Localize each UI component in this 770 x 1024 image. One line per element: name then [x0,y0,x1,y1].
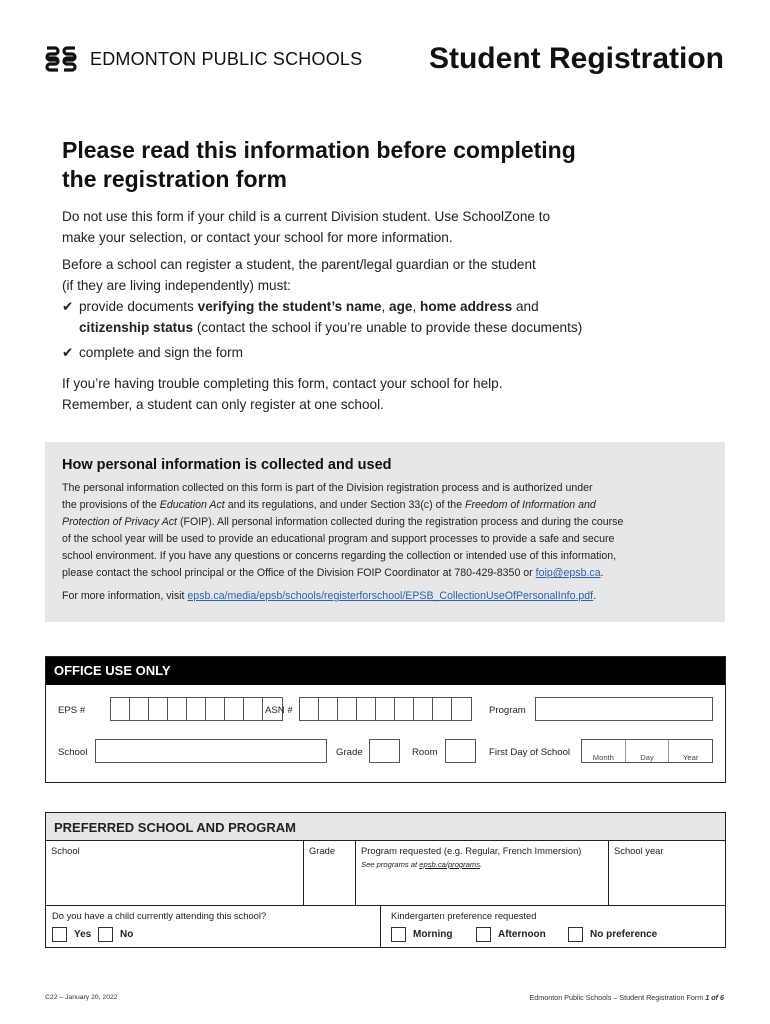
req-text: and [512,299,539,314]
privacy-info-box [45,442,725,622]
first-day-date-input[interactable] [581,739,713,763]
para2-line1: Before a school can register a student, the parent/legal guardian or the student [62,257,536,272]
document-title: Student Registration [428,42,724,75]
privacy-line: . [600,567,604,579]
preferred-options-row [46,906,725,947]
checkmark-icon: ✔ [62,299,74,314]
more-info-text: . [593,590,597,602]
para2-line2: (if they are living independently) must: [62,278,291,293]
school-col-label: School [51,845,80,856]
intro-heading-line2: the registration form [62,166,287,192]
office-use-section [45,656,726,783]
privacy-line: The personal information collected on this form is part of the Division registration process and is authorized under [62,482,593,494]
school-input[interactable] [95,739,327,763]
preferred-school-field[interactable] [46,841,304,906]
no-checkbox[interactable] [98,927,113,942]
collection-use-pdf-link[interactable]: epsb.ca/media/epsb/schools/registerforschool/EPSB_CollectionUseOfPersonalInfo.pdf [187,590,594,602]
footer-form-name: Edmonton Public Schools – Student Registration Form [529,993,706,1002]
para3-line1: If you’re having trouble completing this form, contact your school for help. [62,376,503,391]
school-year-field[interactable] [609,841,725,906]
morning-label: Morning [413,929,453,940]
privacy-italic: Freedom of Information and [465,499,596,511]
kindergarten-question: Kindergarten preference requested [391,910,537,921]
kinder-afternoon-option[interactable] [476,927,546,942]
no-preference-checkbox[interactable] [568,927,583,942]
intro-paragraph-3 [62,373,702,415]
grade-input[interactable] [369,739,400,763]
preferred-school-section [45,812,726,948]
req-sep: , [381,299,390,314]
footer-form-code: C22 – January 20, 2022 [45,994,118,1001]
sibling-yes-option[interactable] [52,927,91,942]
org-name: EDMONTON PUBLIC SCHOOLS [90,48,363,69]
eps-logo-icon [44,44,78,74]
requirement-sign-text: complete and sign the form [79,345,243,360]
program-col-label: Program requested (e.g. Regular, French Immersion) [361,845,582,856]
req-bold-age: age [389,299,413,314]
para1-line1: Do not use this form if your child is a current Division student. Use SchoolZone to [62,209,551,224]
programs-link[interactable]: epsb.ca/programs [419,860,481,869]
more-info-text: For more information, visit [62,590,188,602]
req-sep: , [412,299,421,314]
kinder-morning-option[interactable] [391,927,452,942]
no-preference-label: No preference [590,929,658,940]
foip-email-link[interactable]: foip@epsb.ca [535,567,601,579]
org-logo [44,44,362,74]
first-day-label: First Day of School [489,747,571,758]
privacy-line: the provisions of the [62,499,160,511]
privacy-line: please contact the school principal or the Office of the Division FOIP Coordinator at 780-429-8350 or [62,567,536,579]
grade-label: Grade [336,747,363,758]
yes-checkbox[interactable] [52,927,67,942]
intro-paragraph-1 [62,206,702,248]
program-note [361,860,603,869]
program-note-text: . [480,860,483,869]
kinder-no-preference-option[interactable] [568,927,657,942]
day-field[interactable]: Day [626,740,670,762]
eps-number-input[interactable] [110,697,283,721]
month-field[interactable]: Month [582,740,626,762]
page-number: 1 of 6 [705,993,724,1002]
privacy-line: school environment. If you have any questions or concerns regarding the collection or intended use of this information, [62,550,617,562]
preferred-grade-field[interactable] [304,841,356,906]
program-note-text: See programs at [361,860,420,869]
eps-label: EPS # [58,705,86,716]
room-input[interactable] [445,739,476,763]
school-label: School [58,747,88,758]
req-bold-name: verifying the student’s name [197,299,382,314]
program-label: Program [489,705,526,716]
checkmark-icon: ✔ [62,345,74,360]
privacy-line: (FOIP). All personal information collected during the registration process and during the course [177,516,624,528]
asn-number-input[interactable] [299,697,472,721]
office-use-heading: OFFICE USE ONLY [46,657,725,685]
more-info-line [62,588,708,605]
intro-section [62,136,702,415]
afternoon-label: Afternoon [498,929,546,940]
morning-checkbox[interactable] [391,927,406,942]
privacy-line: and its regulations, and under Section 33(c) of the [224,499,466,511]
yes-label: Yes [74,929,92,940]
requirement-item-documents [62,296,702,338]
year-field[interactable]: Year [683,753,699,762]
grade-col-label: Grade [309,845,336,856]
req-bold-address: home address [420,299,513,314]
program-requested-field[interactable] [356,841,609,906]
room-label: Room [412,747,438,758]
sibling-no-option[interactable] [98,927,133,942]
privacy-italic: Protection of Privacy Act [62,516,178,528]
preferred-school-heading: PREFERRED SCHOOL AND PROGRAM [46,813,725,841]
program-input[interactable] [535,697,713,721]
para3-line2: Remember, a student can only register at one school. [62,397,384,412]
afternoon-checkbox[interactable] [476,927,491,942]
asn-label: ASN # [265,705,293,716]
req-bold-citizenship: citizenship status [79,320,194,335]
footer-page-info [529,993,724,1002]
preferred-school-row [46,841,725,906]
intro-heading [62,136,702,194]
para1-line2: make your selection, or contact your school for more information. [62,230,453,245]
requirement-documents-text [79,296,582,338]
no-label: No [120,929,134,940]
intro-heading-line1: Please read this information before completing [62,137,576,163]
sibling-question: Do you have a child currently attending this school? [52,910,267,921]
privacy-text [62,480,708,582]
year-col-label: School year [614,845,664,856]
req-text: provide documents [79,299,198,314]
privacy-heading: How personal information is collected and used [62,457,392,473]
requirement-item-sign [62,342,702,363]
privacy-italic: Education Act [159,499,225,511]
privacy-line: of the school year will be used to provide an educational program and support processes to provide a safe and secure [62,533,615,545]
intro-paragraph-2 [62,254,702,296]
req-text: (contact the school if you’re unable to provide these documents) [193,320,583,335]
